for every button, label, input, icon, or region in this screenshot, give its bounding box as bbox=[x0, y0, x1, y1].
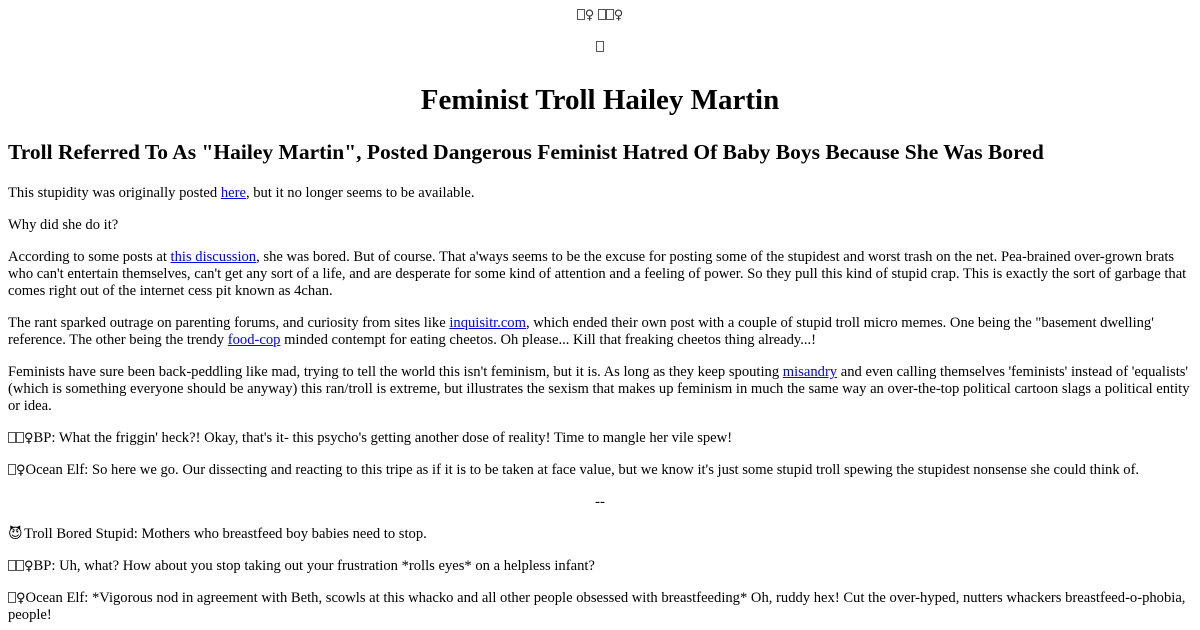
female-sign-icon: ♀ bbox=[24, 431, 34, 446]
speaker-bp-icon bbox=[8, 558, 34, 575]
paragraph-text: The rant sparked outrage on parenting forums, and curiosity from sites like bbox=[8, 315, 450, 331]
paragraph-text: , which ended their own post with a couple of stupid troll micro memes. One being the "basement dwelling' reference. The other being the trendy bbox=[8, 315, 1154, 348]
missing-glyph-icon bbox=[8, 432, 16, 443]
female-sign-icon: ♀ bbox=[24, 559, 34, 574]
this-discussion-link[interactable]: this discussion bbox=[170, 249, 257, 265]
dialogue-line-bp bbox=[8, 558, 1192, 575]
dialogue-line-bp bbox=[8, 430, 1192, 447]
inquisitr-link[interactable]: inquisitr.com bbox=[449, 315, 526, 331]
dialogue-text: Troll Bored Stupid: Mothers who breastfeed boy babies need to stop. bbox=[24, 526, 427, 542]
female-sign-icon: ♀ bbox=[584, 8, 595, 23]
header-glyph-line-2 bbox=[8, 39, 1192, 56]
paragraph-text: , but it no longer seems to be available. bbox=[245, 185, 475, 201]
dialogue-line-troll bbox=[8, 526, 1192, 543]
paragraph-text: and even calling themselves 'feminists' instead of 'equalists' (which is something everyone should be anyway) this ran/troll is extreme, but illustrates the sexism that makes up feminism in much the same way an over-the-top political cartoon slags a political entity or idea. bbox=[8, 364, 1190, 414]
missing-glyph-icon bbox=[577, 9, 585, 20]
female-sign-icon: ♀ bbox=[16, 591, 26, 606]
paragraph-origin bbox=[8, 185, 1192, 202]
missing-glyph-icon bbox=[16, 560, 24, 571]
female-sign-icon: ♀ bbox=[613, 8, 624, 23]
speaker-ocean-elf-icon bbox=[8, 462, 26, 479]
misandry-link[interactable]: misandry bbox=[782, 364, 838, 380]
paragraph-text: Feminists have sure been back-peddling like mad, trying to tell the world this isn't feminism, but it is. As long as they keep spouting bbox=[8, 364, 783, 380]
food-cop-link[interactable]: food-cop bbox=[227, 332, 281, 348]
missing-glyph-icon bbox=[8, 464, 16, 475]
paragraph-discussion bbox=[8, 249, 1192, 300]
dialogue-text: Ocean Elf: So here we go. Our dissecting and reacting to this tripe as if it is to be taken at face value, but we know it's just some stupid troll spewing the stupidest nonsense she could think of. bbox=[25, 462, 1140, 478]
dialogue-line-ocean-elf bbox=[8, 462, 1192, 479]
paragraph-outrage bbox=[8, 315, 1192, 349]
page-title: Feminist Troll Hailey Martin bbox=[420, 84, 780, 116]
dialogue-line-ocean-elf bbox=[8, 590, 1192, 624]
speaker-ocean-elf-icon bbox=[8, 590, 26, 607]
missing-glyph-icon bbox=[8, 560, 16, 571]
missing-glyph-icon bbox=[598, 9, 606, 20]
paragraph-text: minded contempt for eating cheetos. Oh please... Kill that freaking cheetos thing already...! bbox=[280, 332, 817, 348]
paragraph-text: This stupidity was originally posted bbox=[8, 185, 221, 201]
here-link[interactable]: here bbox=[220, 185, 246, 201]
separator: -- bbox=[595, 494, 605, 510]
dialogue-text: BP: Uh, what? How about you stop taking out your frustration *rolls eyes* on a helpless infant? bbox=[33, 558, 595, 574]
missing-glyph-icon bbox=[8, 592, 16, 603]
missing-glyph-icon bbox=[596, 41, 604, 52]
paragraph-feminists bbox=[8, 364, 1192, 415]
speaker-bp-icon bbox=[8, 430, 34, 447]
page-subtitle: Troll Referred To As "Hailey Martin", Posted Dangerous Feminist Hatred Of Baby Boys Because She Was Bored bbox=[8, 140, 1044, 164]
paragraph-text: , she was bored. But of course. That a'ways seems to be the excuse for posting some of the stupidest and worst trash on the net. Pea-brained over-grown brats who can't entertain themselves, can't get any sort of a life, and are desperate for some kind of attention and a feeling of power. So they pull this kind of stupid crap. This is exactly the sort of garbage that comes right out of the internet cess pit known as 4chan. bbox=[8, 249, 1187, 299]
missing-glyph-icon bbox=[606, 9, 614, 20]
header-glyph-line-1 bbox=[8, 0, 1192, 24]
dialogue-text: BP: What the friggin' heck?! Okay, that's it- this psycho's getting another dose of reality! Time to mangle her vile spew! bbox=[33, 430, 733, 446]
female-sign-icon: ♀ bbox=[16, 463, 26, 478]
paragraph-text: According to some posts at bbox=[8, 249, 171, 265]
smiling-devil-icon: 😈 bbox=[8, 526, 23, 542]
dialogue-text: Ocean Elf: *Vigorous nod in agreement with Beth, scowls at this whacko and all other people obsessed with breastfeeding* Oh, ruddy hex! Cut the over-hyped, nutters whackers breastfeed-o-phobia, people! bbox=[8, 590, 1186, 623]
missing-glyph-icon bbox=[16, 432, 24, 443]
paragraph-question: Why did she do it? bbox=[8, 217, 119, 233]
